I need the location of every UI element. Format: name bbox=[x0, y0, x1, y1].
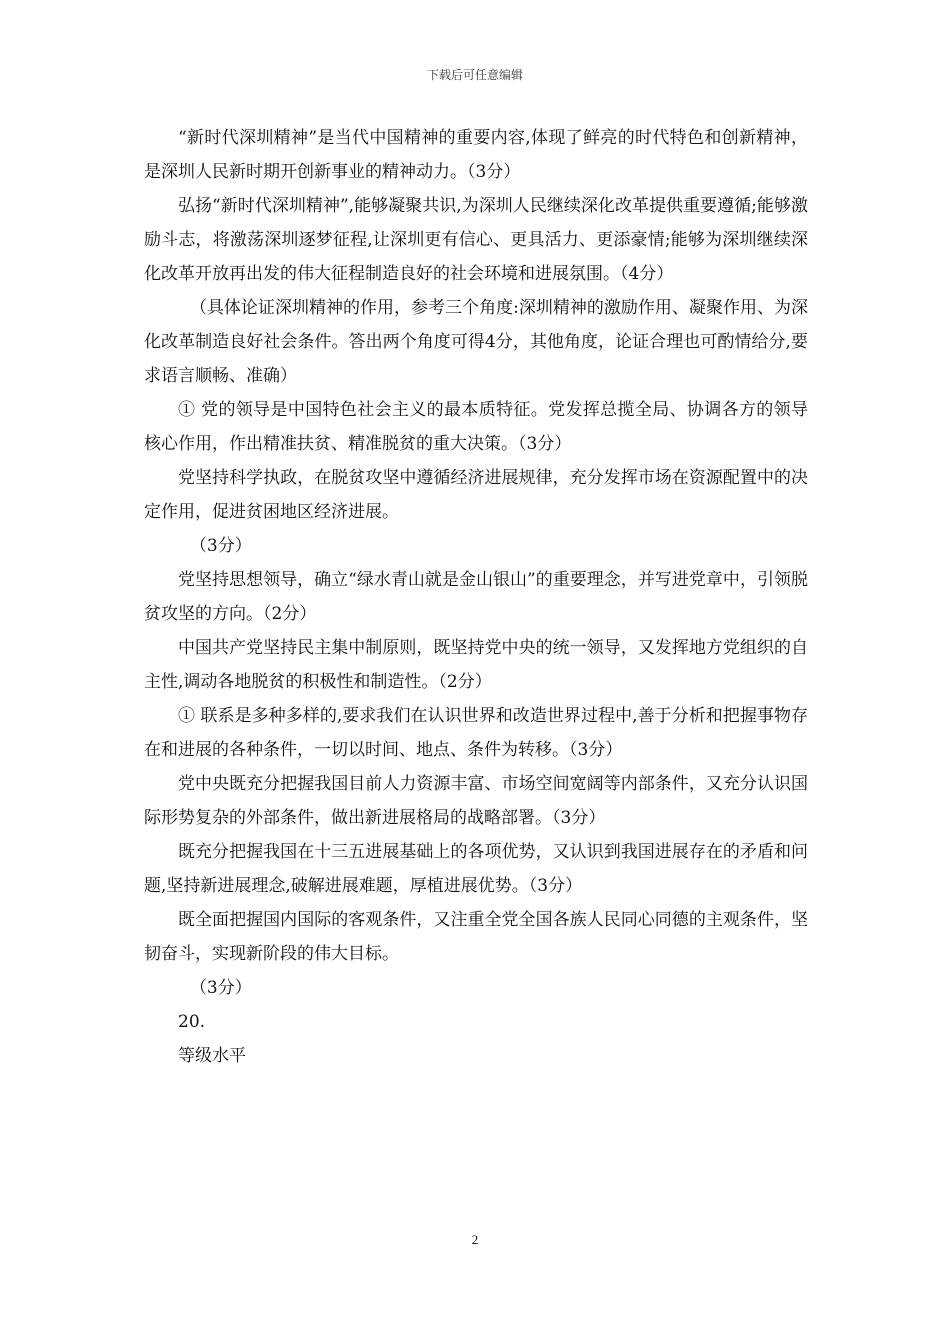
paragraph: ① 联系是多种多样的,要求我们在认识世界和改造世界过程中,善于分析和把握事物存在和进展的各种条件，一切以时间、地点、条件为转移。（3分） bbox=[144, 706, 808, 760]
page-number: 2 bbox=[471, 1232, 479, 1247]
paragraph: 党坚持科学执政，在脱贫攻坚中遵循经济进展规律，充分发挥市场在资源配置中的决定作用，促进贫困地区经济进展。 bbox=[144, 468, 808, 522]
paragraph: 党坚持思想领导，确立“绿水青山就是金山银山”的重要理念，并写进党章中，引领脱贫攻坚的方向。（2分） bbox=[144, 570, 808, 624]
paragraph: 既充分把握我国在十三五进展基础上的各项优势，又认识到我国进展存在的矛盾和问题,坚持新进展理念,破解进展难题，厚植进展优势。（3分） bbox=[144, 842, 808, 896]
paragraph: （具体论证深圳精神的作用，参考三个角度:深圳精神的激励作用、凝聚作用、为深化改革制造良好社会条件。答出两个角度可得4分，其他角度，论证合理也可酌情给分,要求语言顺畅、准确） bbox=[144, 298, 808, 386]
paragraph: “新时代深圳精神”是当代中国精神的重要内容,体现了鲜亮的时代特色和创新精神，是深圳人民新时期开创新事业的精神动力。（3分） bbox=[144, 128, 808, 182]
paragraph: 等级水平 bbox=[178, 1046, 246, 1066]
paragraph: （3分） bbox=[189, 978, 252, 998]
paragraph: 既全面把握国内国际的客观条件，又注重全党全国各族人民同心同德的主观条件，坚韧奋斗，实现新阶段的伟大目标。 bbox=[144, 910, 808, 964]
paragraph: 20. bbox=[178, 1012, 206, 1032]
document-body bbox=[144, 121, 808, 1073]
paragraph: 党中央既充分把握我国目前人力资源丰富、市场空间宽阔等内部条件，又充分认识国际形势复杂的外部条件，做出新进展格局的战略部署。（3分） bbox=[144, 774, 808, 828]
paragraph: （3分） bbox=[189, 536, 252, 556]
paragraph: 中国共产党坚持民主集中制原则，既坚持党中央的统一领导，又发挥地方党组织的自主性,调动各地脱贫的积极性和制造性。（2分） bbox=[144, 638, 808, 692]
paragraph: 弘扬“新时代深圳精神”,能够凝聚共识,为深圳人民继续深化改革提供重要遵循;能够激励斗志，将激荡深圳逐梦征程,让深圳更有信心、更具活力、更添豪情;能够为深圳继续深化改革开放再出发的伟大征程制造良好的社会环境和进展氛围。（4分） bbox=[144, 196, 808, 284]
paragraph: ① 党的领导是中国特色社会主义的最本质特征。党发挥总揽全局、协调各方的领导核心作用，作出精准扶贫、精准脱贫的重大决策。（3分） bbox=[144, 400, 808, 454]
page-header: 下载后可任意编辑 bbox=[426, 68, 523, 82]
